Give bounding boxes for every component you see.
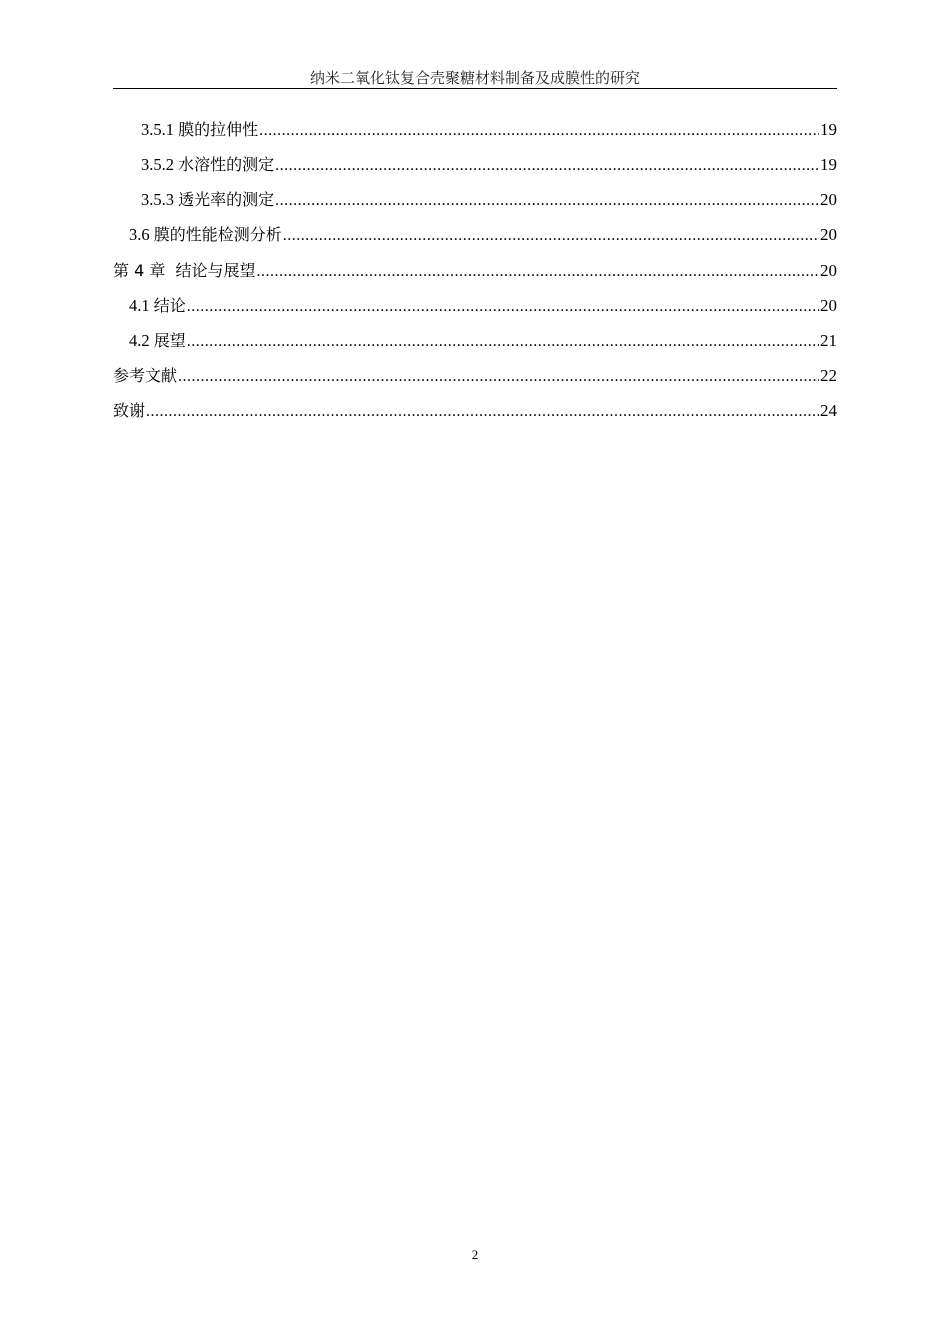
toc-entry-page: 20: [820, 261, 837, 280]
toc-dot-leader: [275, 149, 819, 183]
toc-dot-leader: [275, 184, 819, 218]
toc-entry-page: 19: [820, 120, 837, 139]
toc-entry[interactable]: [113, 324, 837, 358]
toc-entry[interactable]: [113, 113, 837, 147]
toc-entry-number: 4.1: [129, 296, 154, 315]
toc-entry-title: 膜的拉伸性: [178, 120, 259, 139]
toc-entry-number: 3.5.1: [141, 120, 179, 139]
page-number: 2: [471, 1247, 479, 1262]
toc-entry-page: 20: [820, 225, 837, 244]
toc-dot-leader: [259, 114, 819, 148]
toc-dot-leader: [257, 255, 819, 289]
toc-dot-leader: [187, 325, 819, 359]
toc-dot-leader: [178, 360, 819, 394]
toc-entry-number: 3.6: [129, 225, 154, 244]
toc-entry-title: 水溶性的测定: [178, 155, 275, 174]
toc-entry-title: 致谢: [113, 401, 146, 420]
toc-entry[interactable]: [113, 394, 837, 428]
toc-entry-page: 20: [820, 296, 837, 315]
toc-entry-title: 结论: [153, 296, 186, 315]
toc-entry-number: 4.2: [129, 331, 154, 350]
toc-entry[interactable]: [113, 254, 837, 288]
toc-entry-title: 透光率的测定: [178, 190, 275, 209]
toc-entry-title: 参考文献: [113, 366, 178, 385]
toc-entry-page: 24: [820, 401, 837, 420]
toc-entry-title: 展望: [153, 331, 186, 350]
toc-entry-number: 第 4 章: [113, 261, 176, 280]
toc-entry-title: 膜的性能检测分析: [153, 225, 282, 244]
toc-dot-leader: [187, 290, 819, 324]
toc-entry-title: 结论与展望: [175, 261, 256, 280]
toc-entry[interactable]: [113, 289, 837, 323]
toc-entry[interactable]: [113, 359, 837, 393]
toc-entry[interactable]: [113, 218, 837, 252]
toc-entry-page: 21: [820, 331, 837, 350]
toc-entry[interactable]: [113, 183, 837, 217]
toc-entry-page: 19: [820, 155, 837, 174]
toc-entry-number: 3.5.2: [141, 155, 179, 174]
toc-entry-number: 3.5.3: [141, 190, 179, 209]
running-header: 纳米二氧化钛复合壳聚糖材料制备及成膜性的研究: [309, 69, 640, 87]
toc-dot-leader: [146, 395, 819, 429]
toc-entry-page: 20: [820, 190, 837, 209]
header-rule: [113, 88, 837, 89]
toc-entry-page: 22: [820, 366, 837, 385]
toc-entry[interactable]: [113, 148, 837, 182]
toc-dot-leader: [283, 219, 819, 253]
